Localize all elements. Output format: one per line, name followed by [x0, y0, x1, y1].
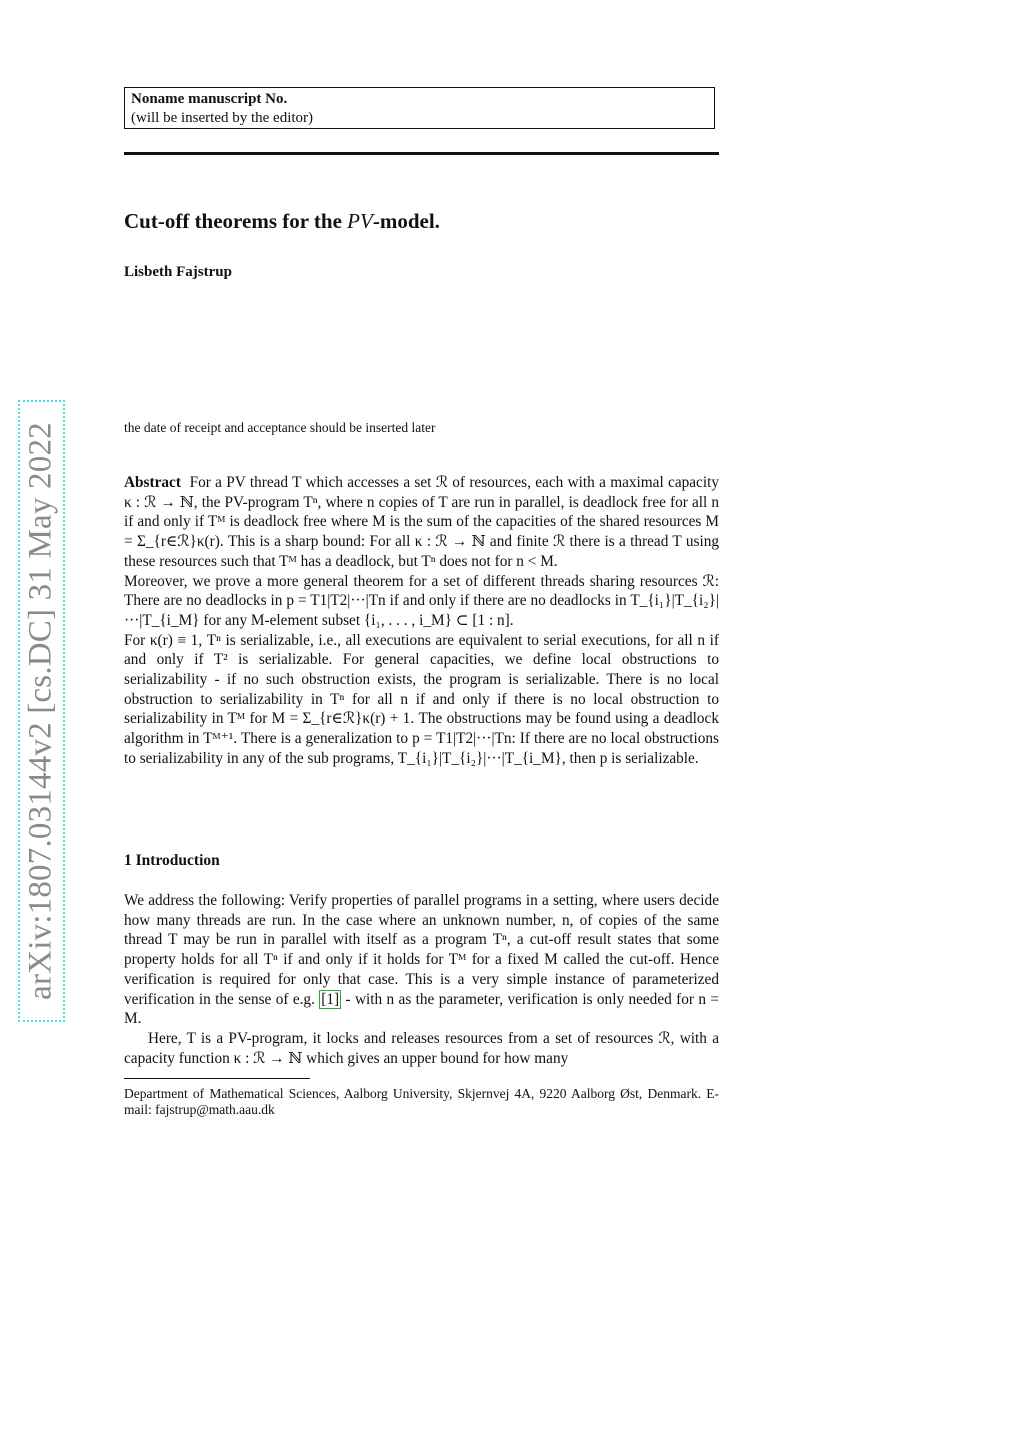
title-prefix: Cut-off theorems for the [124, 209, 348, 233]
abstract-paragraph-2: Moreover, we prove a more general theorem for a set of different threads sharing resources ℛ: There are no deadlocks in p = T1|T2|···|Tn if and only if there are no deadlocks in T_{i₁}|T_{i₂}|···|T_{i_M} for any M-element subset {i₁, . . . , i_M} ⊂ [1 : n]. [124, 572, 719, 629]
citation-link[interactable]: [1] [321, 990, 340, 1008]
footnote-rule [124, 1078, 310, 1079]
intro-paragraph-1 [124, 891, 719, 1029]
intro-text-before-cite: We address the following: Verify properties of parallel programs in a setting, where users decide how many threads are run. In the case where an unknown number, n, of copies of the same thread T may be run in parallel with itself as a program Tⁿ, a cut-off result states that some property holds for all Tⁿ if and only if it holds for Tᴹ for a fixed M called the cut-off. Hence verification is required for only that case. This is a very simple instance of parameterized verification in the sense of e.g. [124, 892, 719, 1008]
editor-note: (will be inserted by the editor) [131, 110, 314, 126]
abstract-paragraph-1 [124, 473, 719, 572]
section-heading-introduction: 1 Introduction [124, 852, 220, 869]
author-name: Lisbeth Fajstrup [124, 264, 232, 280]
manuscript-number-label: Noname manuscript No. [131, 91, 288, 107]
arxiv-identifier-stamp[interactable]: arXiv:1807.03144v2 [cs.DC] 31 May 2022 [22, 422, 59, 1000]
title-italic: PV [347, 209, 373, 233]
author-affiliation-footnote: Department of Mathematical Sciences, Aalborg University, Skjernvej 4A, 9220 Aalborg Øst, Denmark. E-mail: fajstrup@math.aau.dk [124, 1086, 719, 1117]
intro-text-after-cite: - with n as the parameter, verification is only needed for n = M. [124, 990, 719, 1028]
intro-paragraph-2: Here, T is a PV-program, it locks and releases resources from a set of resources ℛ, with a capacity function κ : ℛ → ℕ which gives an upper bound for how many [124, 1029, 719, 1067]
abstract-heading: Abstract [124, 474, 181, 491]
editor-header-box [124, 87, 715, 129]
abstract-section [124, 473, 719, 769]
receipt-dates: the date of receipt and acceptance should be inserted later [124, 420, 436, 435]
header-rule [124, 152, 719, 155]
abstract-paragraph-3: For κ(r) ≡ 1, Tⁿ is serializable, i.e., all executions are equivalent to serial executions, for all n if and only if T² is serializable. For general capacities, we define local obstructions to serializability - if no such obstruction exists, the program is serializable. There is no local obstruction to serializability in Tⁿ for all n if and only if there is no local obstruction to serializability in Tᴹ for M = Σ_{r∈ℛ}κ(r) + 1. The obstructions may be found using a deadlock algorithm in Tᴹ⁺¹. There is a generalization to p = T1|T2|···|Tn: If there are no local obstructions to serializability in any of the sub programs, T_{i₁}|T_{i₂}|···|T_{i_M}, then p is serializable. [124, 631, 719, 767]
introduction-body [124, 891, 719, 1068]
title-suffix: -model. [372, 209, 440, 233]
abstract-text-1: For a PV thread T which accesses a set ℛ of resources, each with a maximal capacity κ : ℛ → ℕ, the PV-program Tⁿ, where n copies of T are run in parallel, is deadlock free for all n if and only if Tᴹ is deadlock free where M is the sum of the capacities of the shared resources M = Σ_{r∈ℛ}κ(r). This is a sharp bound: For all κ : ℛ → ℕ and finite ℛ there is a thread T using these resources such that Tᴹ has a deadlock, but Tⁿ does not for n < M. [124, 474, 719, 570]
paper-title [124, 209, 440, 234]
